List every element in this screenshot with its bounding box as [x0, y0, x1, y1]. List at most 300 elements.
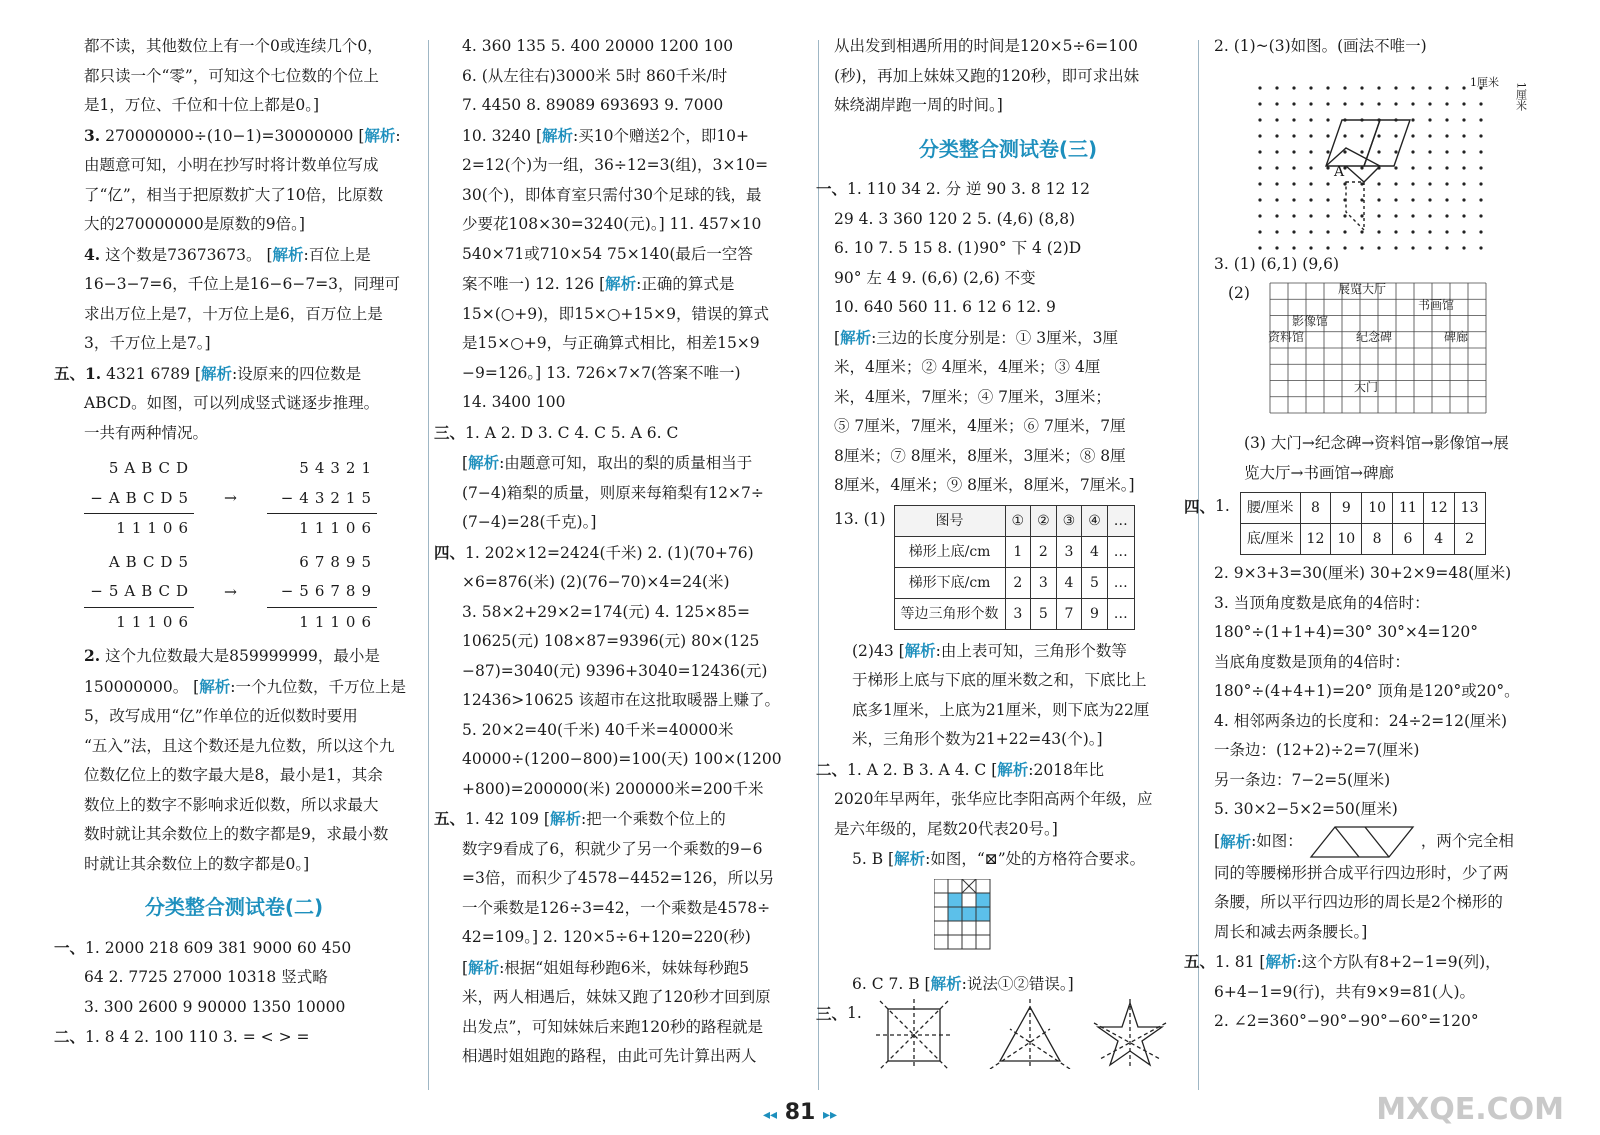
table-cell: 梯形下底/cm — [894, 567, 1005, 598]
grid-dot — [1343, 102, 1346, 105]
grid-dot — [1343, 86, 1346, 89]
grid-dot — [1428, 182, 1431, 185]
section-label: 五、 — [434, 809, 466, 828]
grid-dot — [1479, 150, 1482, 153]
section-5 — [54, 359, 414, 390]
grid-dot — [1394, 246, 1397, 249]
analysis-label: 解析 — [894, 849, 926, 868]
text-line — [834, 636, 1182, 667]
grid-dot — [1343, 150, 1346, 153]
grid-dot — [1360, 134, 1363, 137]
text-line: 8厘米，4厘米；⑨ 8厘米，8厘米，7厘米。] — [834, 476, 1135, 494]
grid-dot — [1292, 166, 1295, 169]
grid-figure — [834, 879, 1182, 963]
grid-dot — [1309, 166, 1312, 169]
grid-dot — [1462, 198, 1465, 201]
text-line: 2=12(个)为一组，36÷12=3(组)，3×10= — [462, 156, 769, 174]
text-line: 一共有两种情况。 — [84, 423, 209, 442]
text-line: 周长和减去两条腰长。] — [1214, 922, 1368, 941]
grid-dot — [1377, 182, 1380, 185]
section-label: 四、 — [1184, 497, 1216, 516]
text-line: (7−4)=28(千克)。] — [462, 513, 597, 531]
text-line: 条腰，所以平行四边形的周长是2个梯形的 — [1214, 893, 1503, 911]
text-line: 数时就让其余数位上的数字都是9，求最小数 — [84, 825, 389, 843]
grid-dot — [1258, 230, 1261, 233]
grid-dot — [1309, 134, 1312, 137]
text-line: 40000÷(1200−800)=100(天) 100×(1200 — [462, 750, 782, 768]
vertical-calc-right — [267, 454, 377, 544]
text-line: 180°÷(1+1+4)=30° 30°×4=120° — [1214, 623, 1479, 641]
grid-dot — [1309, 198, 1312, 201]
text: 1. 202×12=2424(千米) 2. (1)(70+76) — [465, 543, 754, 562]
text: [ — [834, 328, 841, 347]
analysis-label: 解析 — [930, 973, 962, 993]
text-line: 90° 左 4 9. (6,6) (2,6) 不变 — [834, 268, 1036, 287]
section-title: 分类整合测试卷(二) — [144, 895, 324, 919]
text: 案不唯一) 12. 126 [ — [462, 275, 606, 293]
analysis-label: 解析 — [1220, 831, 1252, 851]
section-label: 五、 — [54, 363, 86, 383]
text-line: 6. (从左往右)3000米 5时 860千米/时 — [462, 66, 728, 85]
text-line — [1184, 947, 1582, 978]
text: :三边的长度分别是：① 3厘米，3厘 — [871, 328, 1118, 347]
text-line: 了“亿”，相当于把原数扩大了10倍，比原数 — [84, 185, 384, 204]
grid-dot — [1343, 246, 1346, 249]
grid-dot — [1360, 166, 1363, 169]
grid-dot — [1377, 214, 1380, 217]
grid-dot — [1479, 214, 1482, 217]
table-row — [894, 505, 1134, 536]
grid-dot — [1258, 166, 1261, 169]
table-cell: 8 — [1300, 493, 1331, 524]
text-line: “五入”法，且这个数还是九位数，所以这个九 — [84, 736, 395, 755]
grid-dot — [1445, 166, 1448, 169]
grid-dot — [1462, 134, 1465, 137]
text-line: 数字9看成了6，积就少了另一个乘数的9−6 — [462, 839, 763, 858]
question-4 — [54, 240, 414, 271]
text-line: 出发点”，可知妹妹后来跑120秒的路程就是 — [462, 1017, 764, 1036]
text: 150000000。 [ — [84, 677, 200, 696]
text-line: 15×(○+9)，即15×○+15×9，错误的算式 — [462, 304, 769, 323]
table-cell: 9 — [1331, 493, 1362, 524]
table-cell: 底/厘米 — [1240, 524, 1300, 555]
text-line: 42=109。] 2. 120×5÷6+120=220(秒) — [462, 928, 751, 946]
grid-dot — [1479, 230, 1482, 233]
scale-label: 1厘米 — [1470, 75, 1499, 89]
table-cell: 13 — [1454, 493, 1485, 524]
grid-dot — [1292, 86, 1295, 89]
grid-dot — [1258, 214, 1261, 217]
grid-dot — [1428, 118, 1431, 121]
section-label: 二、 — [54, 1027, 86, 1046]
question-3 — [54, 121, 414, 152]
grid-dot — [1428, 198, 1431, 201]
grid-dot — [1258, 118, 1261, 121]
text-line — [834, 969, 1182, 1000]
text-line: 64 2. 7725 27000 10318 竖式略 — [84, 968, 328, 986]
text-line — [462, 953, 806, 984]
grid-dot — [1326, 246, 1329, 249]
text: 1. A 2. D 3. C 4. C 5. A 6. C — [465, 423, 679, 442]
question-part: (2) — [1228, 284, 1250, 302]
map-label: 展览大厅 — [1337, 282, 1386, 296]
grid-dot — [1258, 102, 1261, 105]
column-3 — [816, 32, 1182, 1069]
table-cell: 8 — [1362, 524, 1393, 555]
text: 1. 42 109 [ — [465, 810, 550, 828]
grid-dot — [1292, 102, 1295, 105]
text-line: 一条边：(12+2)÷2=7(厘米) — [1214, 741, 1420, 759]
grid-dot — [1377, 86, 1380, 89]
vertical-calc-left — [84, 454, 194, 544]
grid-dot — [1462, 214, 1465, 217]
grid-dot — [1428, 102, 1431, 105]
table-row-block — [1184, 492, 1582, 555]
grid-dot — [1479, 182, 1482, 185]
map-label: 碑廊 — [1443, 330, 1468, 344]
coordinate-map — [1258, 279, 1498, 429]
text-line: 一个乘数是126÷3=42，一个乘数是4578÷ — [462, 898, 771, 917]
grid-dot — [1479, 118, 1482, 121]
calc-row: −5ABCD — [84, 577, 194, 608]
question-number: 1. — [85, 363, 102, 383]
analysis-label: 解析 — [549, 809, 581, 828]
table-cell: 3 — [1056, 536, 1082, 567]
text-line: 同的等腰梯形拼合成平行四边形时，少了两 — [1214, 863, 1509, 882]
text: :根据“姐姐每秒跑6米，妹妹每秒跑5 — [499, 958, 749, 977]
text-line: =3倍，而积少了4578−4452=126，所以另 — [462, 869, 775, 887]
grid-dot — [1292, 150, 1295, 153]
text-line: 3. 58×2+29×2=174(元) 4. 125×85= — [462, 602, 750, 621]
question-number: 13. (1) — [834, 509, 886, 528]
grid-dot — [1411, 166, 1414, 169]
grid-dot — [1309, 86, 1312, 89]
text-line: 5，改写成用“亿”作单位的近似数时要用 — [84, 707, 358, 725]
text-line — [434, 418, 806, 449]
text: 1. 8 4 2. 100 110 3. = < > = — [85, 1028, 310, 1046]
calc-row: −56789 — [267, 577, 377, 608]
text-line: 6+4−1=9(行)，共有9×9=81(人)。 — [1214, 982, 1476, 1001]
table-cell: 4 — [1423, 524, 1454, 555]
calc-row: 11106 — [299, 612, 377, 631]
text-line: ⑤ 7厘米，7厘米，4厘米；⑥ 7厘米，7厘 — [834, 417, 1126, 435]
grid-dot — [1428, 86, 1431, 89]
grid-dot — [1309, 118, 1312, 121]
grid-dot — [1275, 214, 1278, 217]
grid-dot — [1445, 150, 1448, 153]
grid-dot — [1394, 182, 1397, 185]
text-line: 都不读，其他数位上有一个0或连续几个0， — [84, 37, 383, 55]
text-line: 时就让其余数位上的数字都是0。] — [84, 854, 310, 873]
analysis-label: 解析 — [1265, 952, 1297, 971]
grid-dot — [1428, 214, 1431, 217]
text-line: 5. 30×2−5×2=50(厘米) — [1214, 800, 1398, 818]
table-cell: 10 — [1362, 493, 1393, 524]
grid-dot — [1343, 230, 1346, 233]
grid-dot — [1445, 86, 1448, 89]
grid-dot — [1479, 166, 1482, 169]
grid-dot — [1445, 246, 1448, 249]
table-cell: 2 — [1031, 536, 1057, 567]
table-cell: 2 — [1454, 524, 1485, 555]
text: :由上表可知，三角形个数等 — [935, 641, 1127, 660]
question-13 — [834, 505, 1182, 630]
analysis-label: 解析 — [468, 453, 500, 472]
text-line: 从出发到相遇所用的时间是120×5÷6=100 — [834, 37, 1138, 55]
grid-dot — [1462, 166, 1465, 169]
text-line — [1214, 825, 1582, 859]
calc-row: 67895 — [299, 552, 377, 571]
text-line: 求出万位上是7，十万位上是6，百万位上是 — [84, 304, 383, 323]
text-line: (秒)，再加上妹妹又跑的120秒，即可求出妹 — [834, 66, 1140, 85]
text: :把一个乘数个位上的 — [580, 810, 726, 828]
grid-dot — [1462, 118, 1465, 121]
grid-dot — [1462, 182, 1465, 185]
text-line: 8厘米；⑦ 8厘米，8厘米，3厘米；⑧ 8厘 — [834, 446, 1126, 465]
table-cell: 3 — [1031, 567, 1057, 598]
grid-dot — [1360, 214, 1363, 217]
section-label: 四、 — [434, 542, 466, 562]
section-label: 三、 — [816, 1004, 848, 1023]
question-number: 3. — [84, 125, 101, 145]
text: 1. 2000 218 609 381 9000 60 450 — [85, 938, 352, 957]
grid-dot — [1309, 150, 1312, 153]
text-line: 4. 相邻两条边的长度和：24÷2=12(厘米) — [1214, 711, 1508, 730]
grid-dot — [1428, 166, 1431, 169]
table-cell: 12 — [1423, 493, 1454, 524]
analysis-label: 解析 — [904, 640, 936, 660]
text-line: +800)=200000(米) 200000米=200千米 — [462, 779, 764, 798]
calc-row: ABCD5 — [108, 552, 194, 571]
grid-dot — [1445, 118, 1448, 121]
arrow-icon: → — [224, 489, 237, 507]
text-line — [816, 755, 1182, 786]
calc-row: 5ABCD — [108, 459, 194, 477]
grid-dot — [1479, 102, 1482, 105]
map-label: 大门 — [1353, 380, 1378, 394]
text-line: 是1，万位、千位和十位上都是0。] — [84, 96, 320, 114]
text-line: 2. 9×3+3=30(厘米) 30+2×9=48(厘米) — [1214, 564, 1512, 582]
dot-grid-figure — [1254, 62, 1582, 250]
text: :一个九位数，千万位上是 — [230, 677, 406, 696]
table-cell: 3 — [1005, 598, 1031, 629]
grid-dot — [1292, 198, 1295, 201]
section-title: 分类整合测试卷(三) — [918, 136, 1098, 161]
map-label: 影像馆 — [1291, 314, 1328, 328]
column-2 — [434, 32, 806, 1072]
map-figure — [1228, 279, 1582, 429]
text: :买10个赠送2个，即10+ — [573, 126, 750, 145]
table-row — [894, 567, 1134, 598]
text-line: 14. 3400 100 — [462, 393, 566, 411]
text-line: 数位上的数字不影响求近似数，所以求最大 — [84, 795, 379, 814]
text-line: 3. (1) (6,1) (9,6) — [1214, 254, 1340, 273]
table-cell: 5 — [1031, 598, 1057, 629]
grid-dot — [1411, 118, 1414, 121]
grid-dot — [1292, 118, 1295, 121]
grid-dot — [1326, 150, 1329, 153]
analysis-label: 解析 — [542, 125, 574, 145]
grid-dot — [1275, 150, 1278, 153]
table-row — [894, 598, 1134, 629]
text-line: 另一条边：7−2=5(厘米) — [1214, 770, 1391, 789]
calc-row: 11106 — [116, 519, 194, 537]
text-line: −87)=3040(元) 9396+3040=12436(元) — [462, 661, 768, 680]
grid-dot — [1462, 230, 1465, 233]
grid-dot — [1309, 230, 1312, 233]
text: 10. 3240 [ — [462, 126, 542, 145]
map-label: 资料馆 — [1267, 330, 1304, 344]
grid-dot — [1462, 102, 1465, 105]
text: :2018年比 — [1028, 760, 1104, 779]
grid-dot — [1445, 230, 1448, 233]
text: 6. C 7. B [ — [852, 974, 931, 993]
grid-dot — [1462, 246, 1465, 249]
grid-dot — [1428, 134, 1431, 137]
text-line: 10. 640 560 11. 6 12 6 12. 9 — [834, 298, 1056, 316]
grid-dot — [1275, 230, 1278, 233]
text-line — [54, 1022, 414, 1053]
section-label: 五、 — [1184, 952, 1216, 971]
text-line: 30(个)，即体育室只需付30个足球的钱，最 — [462, 185, 762, 204]
grid-dot — [1394, 86, 1397, 89]
table-cell: … — [1107, 505, 1134, 536]
calc-row: 11106 — [116, 612, 194, 631]
grid-dot — [1479, 246, 1482, 249]
grid-dot — [1343, 214, 1346, 217]
vertical-calculation-2 — [54, 548, 414, 638]
text-line: 于梯形上底与下底的厘米数之和，下底比上 — [852, 671, 1147, 689]
question-number: 1. — [847, 1004, 862, 1022]
text: :设原来的四位数是 — [231, 364, 362, 383]
grid-dot — [1360, 102, 1363, 105]
text: 1. 110 34 2. 分 逆 90 3. 8 12 12 — [847, 180, 1090, 198]
answer: 这个数是73673673。 [ — [105, 245, 273, 264]
analysis-label: 解析 — [272, 244, 304, 264]
analysis-label: 解析 — [840, 327, 872, 347]
text: :由题意可知，取出的梨的质量相当于 — [499, 454, 753, 472]
triangle-table — [1240, 492, 1486, 555]
grid-dot — [1428, 246, 1431, 249]
grid-dot — [1411, 134, 1414, 137]
table-cell: 4 — [1056, 567, 1082, 598]
text-line: 是六年级的，尾数20代表20号。] — [834, 819, 1058, 838]
grid-dot — [1275, 118, 1278, 121]
text: :正确的算式是 — [636, 275, 735, 293]
text-line: 米，三角形个数为21+22=43(个)。] — [852, 730, 1103, 748]
text-line — [434, 538, 806, 569]
text-line: 6. 10 7. 5 15 8. (1)90° 下 4 (2)D — [834, 239, 1082, 257]
table-cell: … — [1107, 567, 1134, 598]
text-line — [816, 174, 1182, 205]
text-line: 大的270000000是原数的9倍。] — [84, 215, 305, 233]
question-number: 1. — [1215, 497, 1230, 515]
text: [ — [1214, 831, 1221, 850]
text-line: 10625(元) 108×87=9396(元) 80×(125 — [462, 632, 760, 650]
question-number: 2. — [84, 646, 101, 665]
analysis-label: 解析 — [199, 676, 231, 696]
grid-dot — [1377, 102, 1380, 105]
grid-dot — [1445, 182, 1448, 185]
text-line: 12436>10625 该超市在这批取暖器上赚了。 — [462, 691, 781, 709]
text-line: 当底角度数是顶角的4倍时： — [1214, 652, 1410, 671]
text-line: 5. 20×2=40(千米) 40千米=40000米 — [462, 720, 734, 739]
prev-arrows-icon: ◂◂ — [762, 1107, 778, 1123]
symmetry-axes-figures — [870, 999, 1170, 1069]
grid-dot — [1258, 150, 1261, 153]
grid-dot — [1258, 134, 1261, 137]
text-line: 16−3−7=6，千位上是16−6−7=3，同理可 — [84, 275, 401, 293]
grid-dot — [1394, 230, 1397, 233]
table-row — [1240, 524, 1485, 555]
text: : — [395, 126, 401, 145]
text: ，两个完全相 — [1420, 831, 1514, 850]
grid-dot — [1309, 214, 1312, 217]
grid-dot — [1411, 102, 1414, 105]
grid-dot — [1275, 198, 1278, 201]
next-arrows-icon: ▸▸ — [822, 1107, 838, 1123]
text-line: 由题意可知，小明在抄写时将计数单位写成 — [84, 156, 379, 174]
text-line: 位数亿位上的数字最大是8，最小是1，其余 — [84, 766, 383, 784]
text: (2)43 [ — [852, 641, 905, 660]
watermark: MXQE.COM — [1376, 1092, 1564, 1127]
dot-grid-drawing — [1254, 62, 1544, 250]
page-number-value: 81 — [784, 1100, 816, 1125]
trapezoid-table — [894, 505, 1135, 630]
grid-dot — [1479, 134, 1482, 137]
grid-dot — [1360, 150, 1363, 153]
grid-dot — [1394, 150, 1397, 153]
page-number — [0, 1100, 1600, 1125]
text: :百位上是 — [303, 245, 371, 264]
answer: 4321 6789 [ — [106, 364, 201, 383]
grid-dot — [1292, 182, 1295, 185]
grid-dot — [1445, 102, 1448, 105]
text: :说法①②错误。] — [961, 974, 1074, 993]
analysis-label: 解析 — [200, 363, 232, 383]
text-line: 是15×○+9，与正确算式相比，相差15×9 — [462, 334, 760, 352]
grid-dot — [1411, 150, 1414, 153]
text: :如图： — [1251, 831, 1303, 850]
text: :如图，“⊠”处的方格符合要求。 — [925, 850, 1146, 868]
table-cell: ② — [1031, 505, 1057, 536]
analysis-label: 解析 — [364, 125, 396, 145]
grid-dot — [1377, 230, 1380, 233]
map-label: 书画馆 — [1417, 298, 1454, 312]
grid-dot — [1343, 134, 1346, 137]
calc-row: −43215 — [267, 484, 377, 515]
grid-dot — [1326, 182, 1329, 185]
column-4 — [1184, 32, 1582, 1037]
grid-dot — [1275, 246, 1278, 249]
grid-dot — [1411, 230, 1414, 233]
grid-dot — [1411, 86, 1414, 89]
parallelogram-figure — [1307, 825, 1417, 859]
text-line: 少要花108×30=3240(元)。] 11. 457×10 — [462, 215, 762, 233]
column-1 — [54, 32, 414, 1053]
grid-dot — [1309, 102, 1312, 105]
grid-dot — [1411, 246, 1414, 249]
analysis-label: 解析 — [997, 759, 1029, 779]
grid-dot — [1360, 182, 1363, 185]
grid-dot — [1428, 150, 1431, 153]
grid-dot — [1377, 150, 1380, 153]
table-row — [894, 536, 1134, 567]
text-line: 29 4. 3 360 120 2 5. (4,6) (8,8) — [834, 209, 1076, 228]
text-line: ABCD。如图，可以列成竖式谜逐步推理。 — [84, 394, 380, 412]
table-cell: 12 — [1300, 524, 1331, 555]
column-divider — [1198, 40, 1199, 1090]
